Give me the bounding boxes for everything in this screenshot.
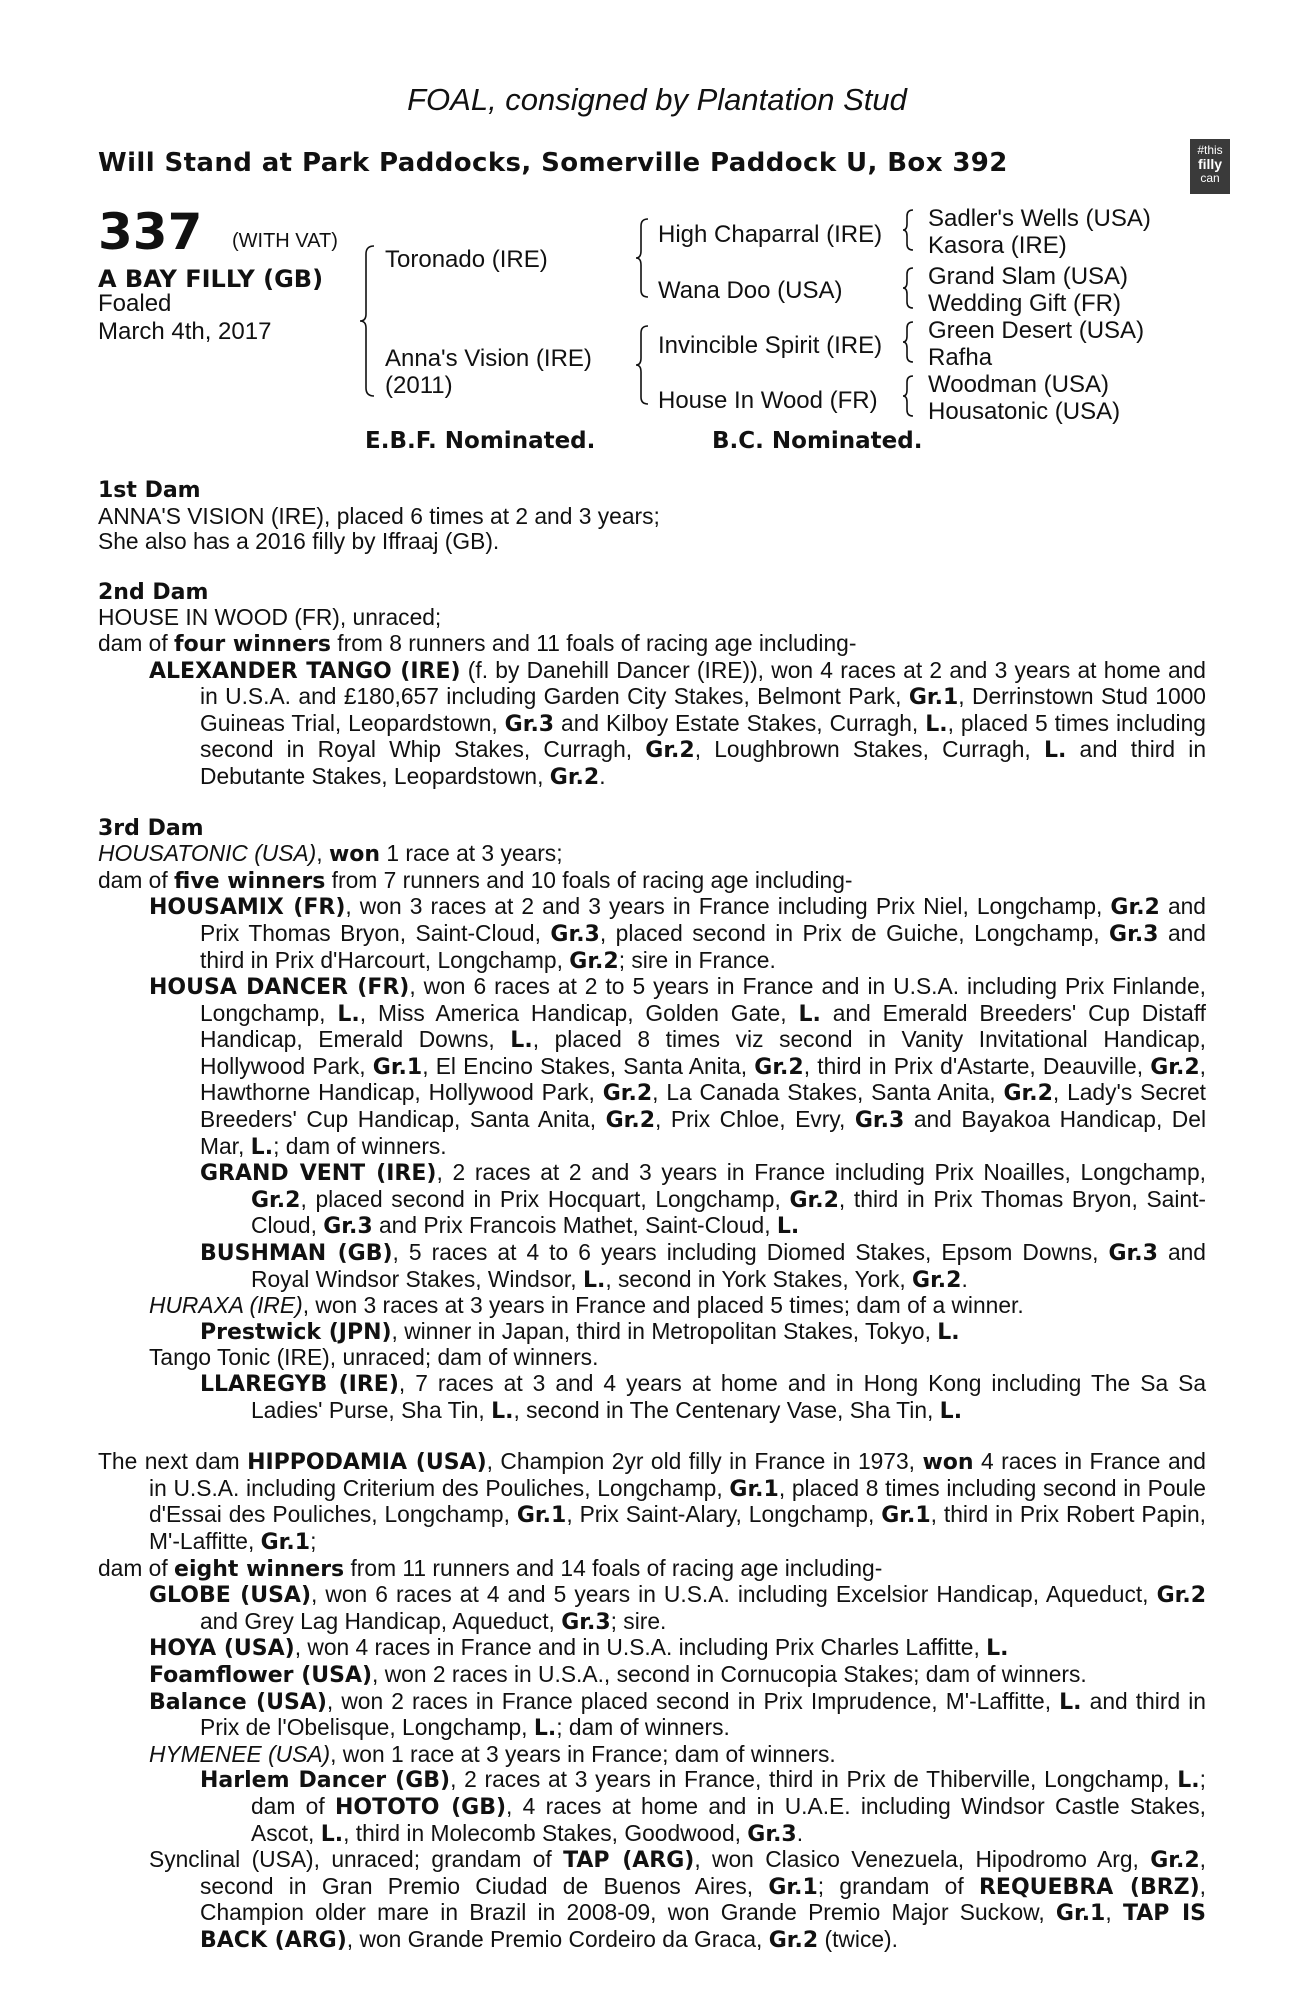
- dam-of-line: dam of four winners from 8 runners and 11 foals of racing age including-: [98, 629, 857, 657]
- progeny-entry: Synclinal (USA), unraced; grandam of TAP (ARG), won Clasico Venezuela, Hipodromo Arg, Gr.2, second in Gran Premio Ciudad de Buenos Aires, Gr.1; grandam of REQUEBRA (BRZ), Champion older mare in Brazil in 2008-09, won Grande Premio Major Suckow, Gr.1, TAP IS BACK (ARG), won Grande Premio Cordeiro da Graca, Gr.2 (twice).: [149, 1846, 1207, 1953]
- badge-line: filly: [1197, 156, 1223, 172]
- progeny-entry: HOUSA DANCER (FR), won 6 races at 2 to 5 years in France and in U.S.A. including Prix Finlande, Longchamp, L., Miss America Handicap, Golden Gate, L. and Emerald Breeders' Cup Distaff Handicap, Emerald Downs, L., placed 8 times viz second in Vanity Invitational Handicap, Hollywood Park, Gr.1, El Encino Stakes, Santa Anita, Gr.2, third in Prix d'Astarte, Deauville, Gr.2, Hawthorne Handicap, Hollywood Park, Gr.2, La Canada Stakes, Santa Anita, Gr.2, Lady's Secret Breeders' Cup Handicap, Santa Anita, Gr.2, Prix Chloe, Evry, Gr.3 and Bayakoa Handicap, Del Mar, L.; dam of winners.: [149, 973, 1207, 1160]
- badge-line: #this: [1197, 143, 1223, 157]
- progeny-entry: HYMENEE (USA), won 1 race at 3 years in France; dam of winners.: [149, 1740, 836, 1767]
- badge-line: can: [1200, 171, 1220, 185]
- lot-number: 337: [98, 203, 203, 261]
- pedigree-g3: Rafha: [928, 344, 993, 371]
- first-dam-line: She also has a 2016 filly by Iffraaj (GB).: [98, 528, 500, 555]
- pedigree-bracket-gen1: [360, 246, 380, 396]
- pedigree-sire-dam: Wana Doo (USA): [658, 277, 843, 304]
- pedigree-g3: Green Desert (USA): [928, 317, 1145, 344]
- progeny-entry: Harlem Dancer (GB), 2 races at 3 years in France, third in Prix de Thiberville, Longchamp, L.; dam of HOTOTO (GB), 4 races at home and in U.A.E. including Windsor Castle Stakes, Ascot, L., third in Molecomb Stakes, Goodwood, Gr.3.: [200, 1766, 1207, 1847]
- pedigree-g3: Kasora (IRE): [928, 232, 1067, 259]
- venue-line: Will Stand at Park Paddocks, Somerville Paddock U, Box 392: [98, 148, 1008, 178]
- progeny-entry: HURAXA (IRE), won 3 races at 3 years in France and placed 5 times; dam of a winner.: [149, 1292, 1024, 1319]
- pedigree-bracket-sire: [636, 219, 654, 297]
- progeny-entry: HOUSAMIX (FR), won 3 races at 2 and 3 years in France including Prix Niel, Longchamp, Gr.2 and Prix Thomas Bryon, Saint-Cloud, Gr.3, placed second in Prix de Guiche, Longchamp, Gr.3 and third in Prix d'Harcourt, Longchamp, Gr.2; sire in France.: [149, 893, 1206, 974]
- progeny-entry: GLOBE (USA), won 6 races at 4 and 5 years in U.S.A. including Excelsior Handicap, Aqueduct, Gr.2 and Grey Lag Handicap, Aqueduct, Gr.3; sire.: [149, 1581, 1206, 1635]
- pedigree-bracket-g3: [903, 268, 917, 308]
- progeny-entry: Prestwick (JPN), winner in Japan, third in Metropolitan Stakes, Tokyo, L.: [200, 1317, 960, 1345]
- pedigree-dam-dam: House In Wood (FR): [658, 387, 878, 414]
- pedigree-g3: Sadler's Wells (USA): [928, 205, 1151, 232]
- pedigree-dam: Anna's Vision (IRE): [385, 345, 592, 372]
- dam-of-line: dam of eight winners from 11 runners and 14 foals of racing age including-: [98, 1554, 883, 1582]
- pedigree-dam-sire: Invincible Spirit (IRE): [658, 332, 883, 359]
- pedigree-g3: Housatonic (USA): [928, 398, 1121, 425]
- dam-of-line: dam of five winners from 7 runners and 10 foals of racing age including-: [98, 866, 853, 894]
- pedigree-bracket-g3: [903, 376, 917, 416]
- progeny-entry: BUSHMAN (GB), 5 races at 4 to 6 years including Diomed Stakes, Epsom Downs, Gr.3 and Royal Windsor Stakes, Windsor, L., second in York Stakes, York, Gr.2.: [200, 1239, 1206, 1293]
- pedigree-g3: Wedding Gift (FR): [928, 290, 1121, 317]
- progeny-entry: Balance (USA), won 2 races in France placed second in Prix Imprudence, M'-Laffitte, L. and third in Prix de l'Obelisque, Longchamp, L.; dam of winners.: [149, 1687, 1206, 1742]
- pedigree-g3: Woodman (USA): [928, 371, 1109, 398]
- progeny-entry: GRAND VENT (IRE), 2 races at 2 and 3 years in France including Prix Noailles, Longchamp, Gr.2, placed second in Prix Hocquart, Longchamp, Gr.2, third in Prix Thomas Bryon, Saint-Cloud, Gr.3 and Prix Francois Mathet, Saint-Cloud, L.: [200, 1159, 1207, 1240]
- third-dam-line: HOUSATONIC (USA), won 1 race at 3 years;: [98, 840, 563, 868]
- progeny-entry: HOYA (USA), won 4 races in France and in U.S.A. including Prix Charles Laffitte, L.: [149, 1634, 1009, 1662]
- progeny-entry: LLAREGYB (IRE), 7 races at 3 and 4 years at home and in Hong Kong including The Sa Sa Ladies' Purse, Sha Tin, L., second in The Centenary Vase, Sha Tin, L.: [200, 1370, 1207, 1424]
- pedigree-sire-sire: High Chaparral (IRE): [658, 221, 883, 248]
- bc-nominated: B.C. Nominated.: [712, 428, 923, 454]
- catalogue-subtitle: FOAL, consigned by Plantation Stud: [407, 82, 907, 117]
- pedigree-g3: Grand Slam (USA): [928, 263, 1129, 290]
- this-filly-can-badge: [1190, 139, 1230, 194]
- vat-label: (WITH VAT): [232, 230, 338, 252]
- first-dam-line: ANNA'S VISION (IRE), placed 6 times at 2 and 3 years;: [98, 502, 660, 529]
- second-dam-line: HOUSE IN WOOD (FR), unraced;: [98, 604, 442, 631]
- lot-name: A BAY FILLY (GB): [98, 265, 324, 293]
- section-heading: 2nd Dam: [98, 579, 209, 605]
- pedigree-bracket-dam: [636, 326, 654, 404]
- pedigree-dam-year: (2011): [385, 372, 453, 399]
- progeny-entry: Tango Tonic (IRE), unraced; dam of winners.: [149, 1344, 599, 1371]
- pedigree-bracket-g3: [903, 210, 917, 250]
- section-heading: 3rd Dam: [98, 815, 204, 841]
- progeny-entry: Foamflower (USA), won 2 races in U.S.A., second in Cornucopia Stakes; dam of winners.: [149, 1660, 1087, 1688]
- progeny-entry: ALEXANDER TANGO (IRE) (f. by Danehill Dancer (IRE)), won 4 races at 2 and 3 years at home and in U.S.A. and £180,657 including Garden City Stakes, Belmont Park, Gr.1, Derrinstown Stud 1000 Guineas Trial, Leopardstown, Gr.3 and Kilboy Estate Stakes, Curragh, L., placed 5 times including second in Royal Whip Stakes, Curragh, Gr.2, Loughbrown Stakes, Curragh, L. and third in Debutante Stakes, Leopardstown, Gr.2.: [149, 656, 1206, 790]
- pedigree-sire: Toronado (IRE): [385, 246, 548, 273]
- foaled-date: March 4th, 2017: [98, 318, 272, 345]
- section-heading: 1st Dam: [98, 478, 201, 503]
- catalogue-body: [98, 478, 1206, 1953]
- pedigree-bracket-g3: [903, 322, 917, 362]
- foaled-label: Foaled: [98, 290, 172, 317]
- next-dam-entry: The next dam HIPPODAMIA (USA), Champion 2yr old filly in France in 1973, won 4 races in France and in U.S.A. including Criterium des Pouliches, Longchamp, Gr.1, placed 8 times including second in Poule d'Essai des Pouliches, Longchamp, Gr.1, Prix Saint-Alary, Longchamp, Gr.1, third in Prix Robert Papin, M'-Laffitte, Gr.1;: [98, 1448, 1206, 1555]
- ebf-nominated: E.B.F. Nominated.: [365, 428, 596, 454]
